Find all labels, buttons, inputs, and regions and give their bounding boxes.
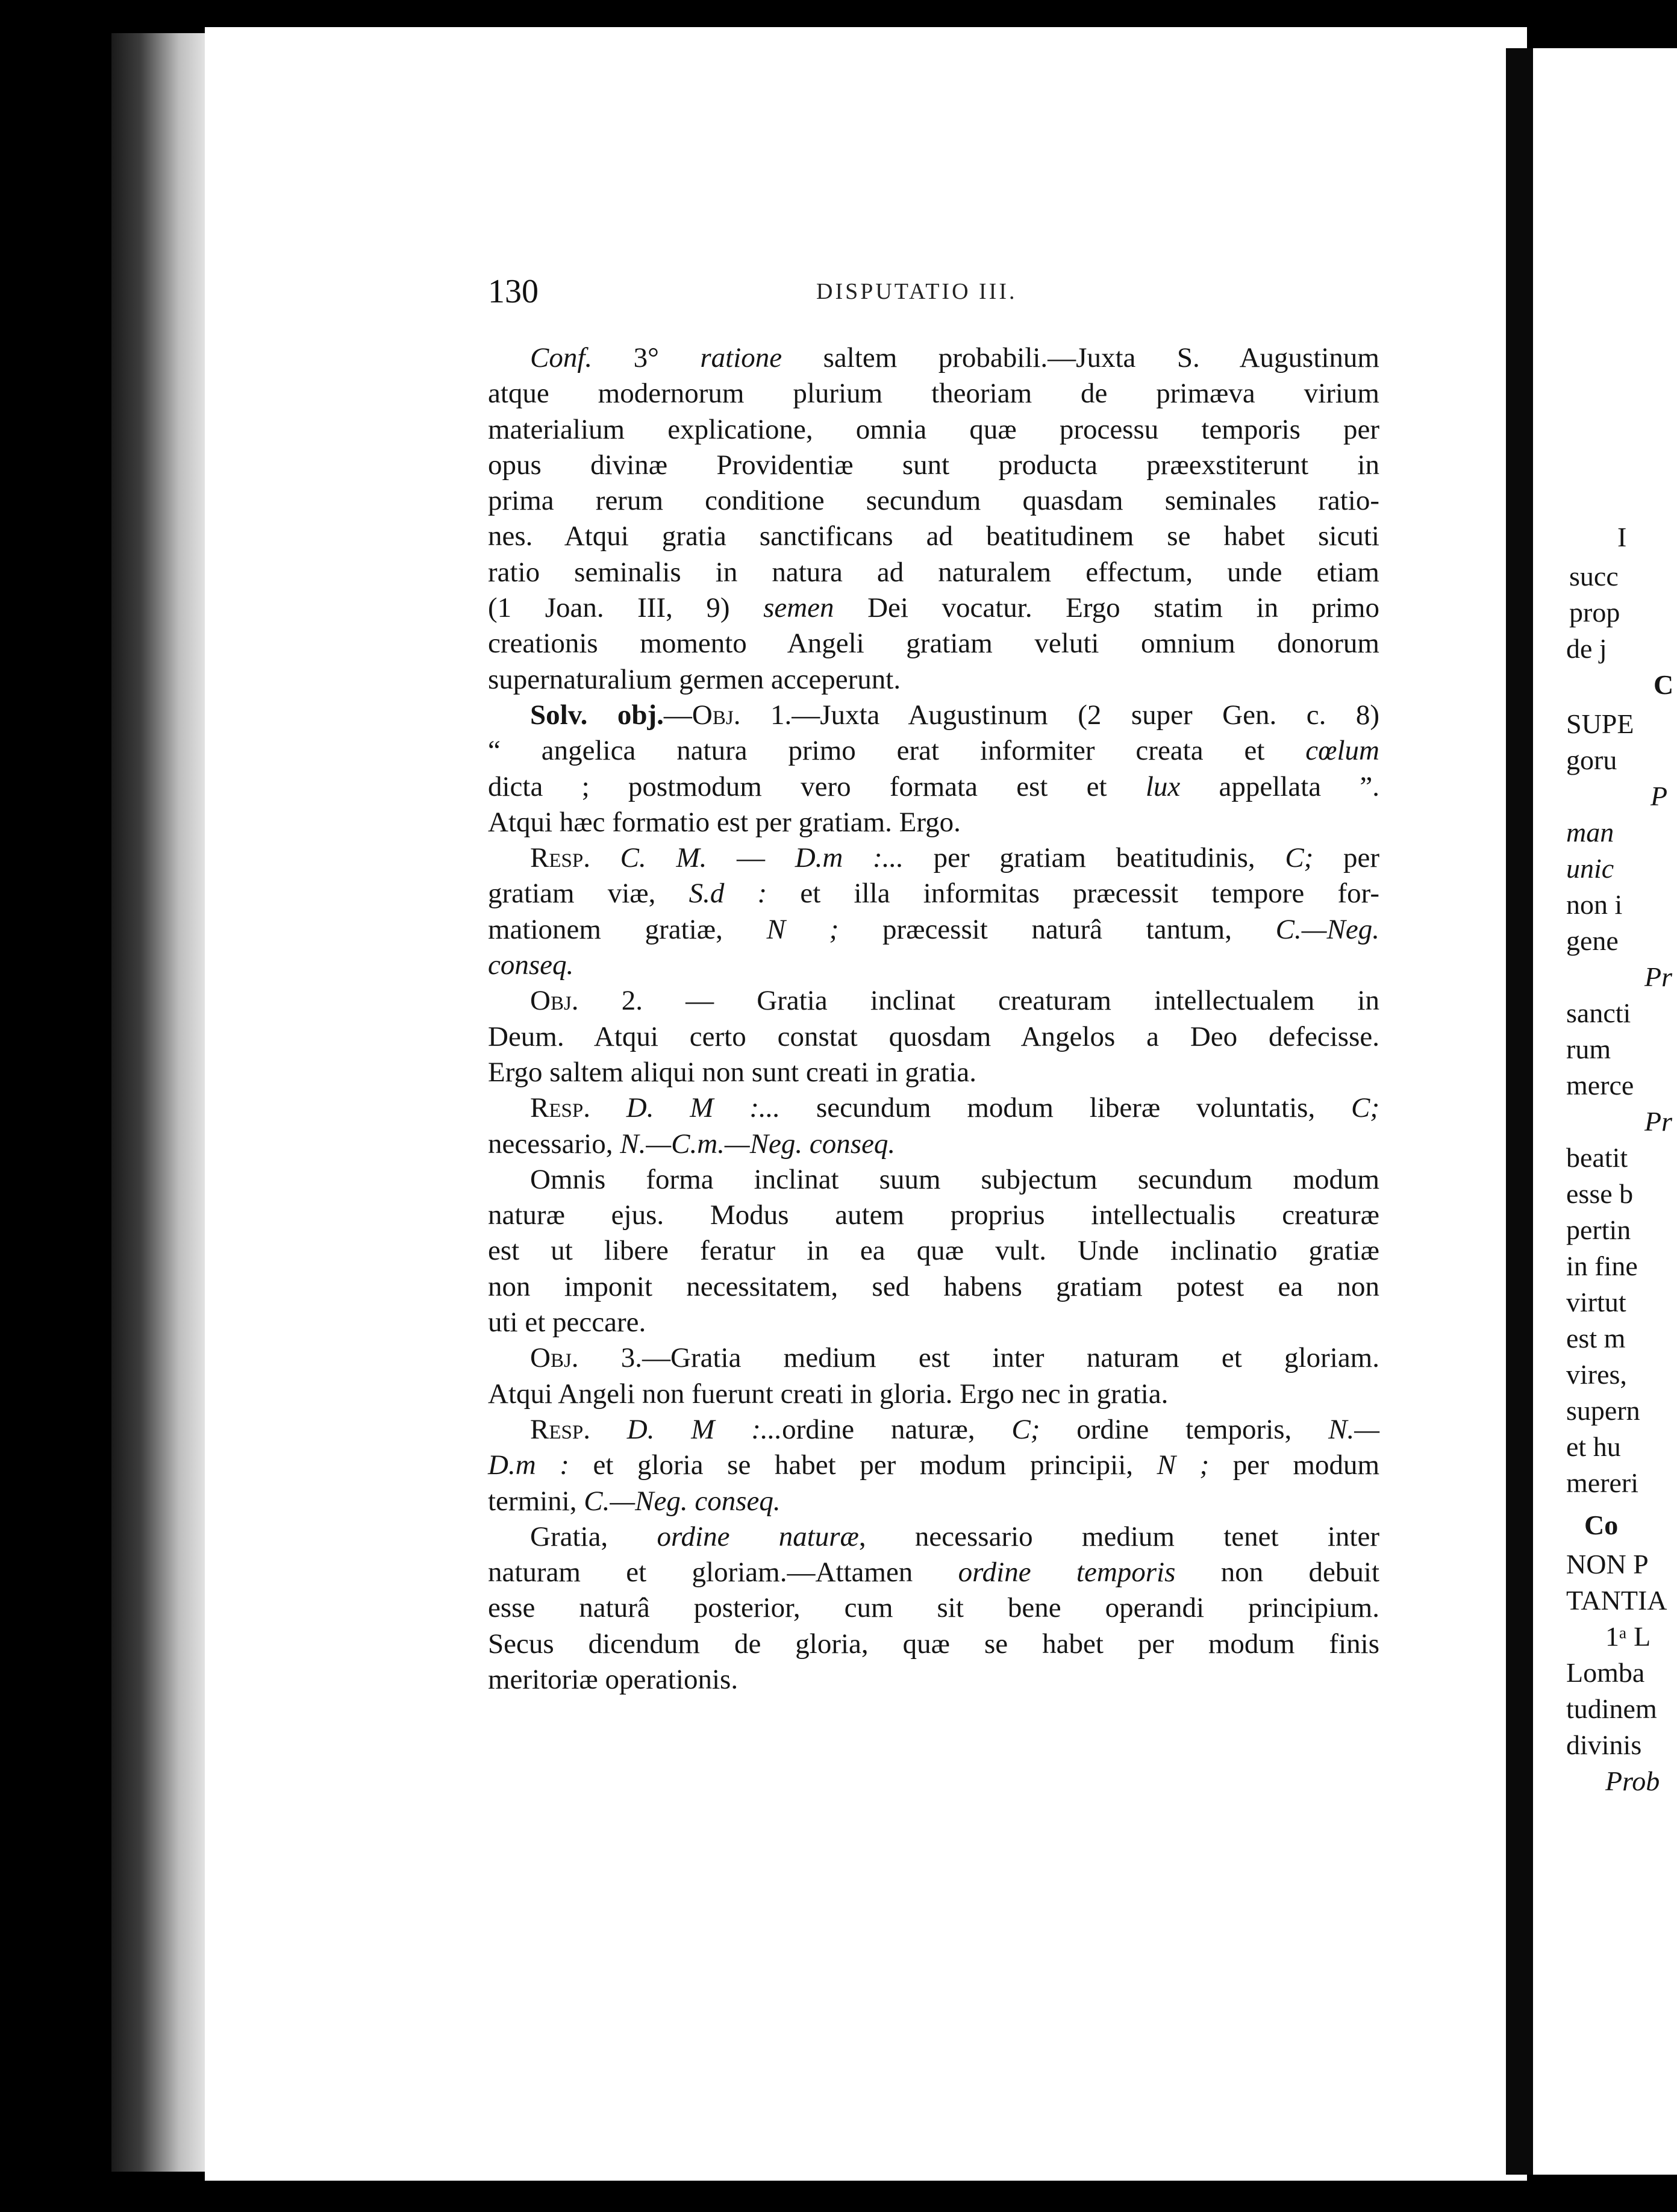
text-line	[488, 733, 1379, 769]
text-segment: Obj.	[530, 985, 579, 1017]
right-page-line: goru	[1566, 745, 1617, 775]
text-segment: non debuit	[1175, 1557, 1380, 1589]
text-segment: C. M.	[620, 842, 707, 874]
text-segment: ratione	[700, 342, 782, 373]
right-page	[1533, 48, 1677, 2175]
text-segment: nes. Atqui gratia sanctificans ad beatitudinem se habet sicuti	[488, 520, 1379, 552]
text-segment: atque modernorum plurium theoriam de primæva virium	[488, 378, 1379, 410]
right-page-line: man	[1566, 817, 1614, 848]
text-line	[488, 412, 1379, 448]
right-page-line: pertin	[1566, 1214, 1631, 1245]
text-segment: est ut libere feratur in ea quæ vult. Unde inclinatio gratiæ	[488, 1235, 1379, 1267]
text-line	[488, 1340, 1379, 1376]
text-line	[488, 698, 1379, 733]
text-segment: C.—Neg. conseq.	[584, 1485, 781, 1517]
text-line	[488, 1162, 1379, 1198]
right-page-line: divinis	[1566, 1729, 1642, 1760]
text-segment: D. M :...	[626, 1092, 781, 1124]
text-line	[488, 1376, 1379, 1412]
right-page-line: Pr	[1644, 961, 1672, 992]
text-segment: prima rerum conditione secundum quasdam seminales ratio-	[488, 485, 1379, 517]
text-segment: necessario,	[488, 1128, 620, 1160]
right-page-line: de j	[1566, 633, 1607, 664]
right-page-line: unic	[1566, 853, 1614, 884]
text-segment: saltem probabili.—Juxta S. Augustinum	[782, 342, 1379, 373]
text-line	[488, 519, 1379, 554]
text-segment: et illa informitas præcessit tempore for-	[767, 878, 1379, 910]
text-segment: Secus dicendum de gloria, quæ se habet per modum finis	[488, 1628, 1379, 1660]
text-segment: N.—	[1328, 1413, 1379, 1445]
text-line	[488, 340, 1379, 376]
text-line	[488, 1590, 1379, 1626]
right-page-line: I	[1617, 522, 1627, 552]
text-segment: naturæ ejus. Modus autem proprius intellectualis creaturæ	[488, 1199, 1379, 1231]
text-segment: 2. — Gratia inclinat creaturam intellectualem in	[578, 985, 1379, 1017]
text-segment: Solv. obj.	[530, 699, 664, 731]
text-line	[488, 590, 1379, 626]
text-segment: ordine naturæ	[657, 1520, 859, 1552]
right-page-line: beatit	[1566, 1142, 1628, 1173]
right-page-line: Co	[1584, 1510, 1619, 1540]
text-segment: ordine temporis,	[1040, 1413, 1329, 1445]
text-segment: D. M :...	[626, 1413, 782, 1445]
binding-edge	[1506, 48, 1535, 2175]
text-segment: ratio seminalis in natura ad naturalem effectum, unde etiam	[488, 556, 1379, 588]
right-page-line: supern	[1566, 1395, 1640, 1426]
text-line	[488, 1555, 1379, 1590]
text-line	[488, 912, 1379, 948]
right-page-line: in fine	[1566, 1251, 1638, 1281]
right-page-line: vires,	[1566, 1359, 1627, 1390]
text-segment: mationem gratiæ,	[488, 913, 767, 945]
text-line	[488, 1126, 1379, 1162]
text-segment: Conf.	[530, 342, 593, 373]
text-segment: cœlum	[1305, 735, 1379, 767]
text-line	[488, 769, 1379, 805]
text-segment: 3°	[592, 342, 701, 373]
text-line	[488, 376, 1379, 411]
text-segment	[590, 842, 620, 873]
right-page-line: Pr	[1644, 1106, 1672, 1137]
text-segment: C;	[1285, 842, 1314, 874]
right-page-line: est m	[1566, 1323, 1626, 1354]
text-segment: “ angelica natura primo erat informiter creata et	[488, 735, 1306, 767]
text-line	[488, 1626, 1379, 1662]
running-head	[488, 272, 1379, 314]
text-line	[488, 1090, 1379, 1126]
right-page-line: succ	[1569, 561, 1619, 592]
text-segment: præcessit naturâ tantum,	[838, 913, 1276, 945]
text-segment: N ;	[1157, 1449, 1210, 1481]
text-line	[488, 662, 1379, 698]
text-segment: —	[663, 699, 692, 731]
text-segment: supernaturalium germen acceperunt.	[488, 663, 901, 695]
text-segment	[590, 1414, 627, 1445]
text-segment: naturam et gloriam.—Attamen	[488, 1557, 958, 1589]
text-line	[488, 1269, 1379, 1305]
text-line	[488, 1019, 1379, 1055]
text-segment: per modum	[1209, 1449, 1380, 1481]
text-line	[488, 1519, 1379, 1555]
text-line	[488, 1448, 1379, 1483]
page-gutter-shadow	[111, 33, 208, 2172]
right-page-line: SUPE	[1566, 708, 1634, 739]
text-segment: materialium explicatione, omnia quæ processu temporis per	[488, 413, 1379, 445]
text-line	[488, 1412, 1379, 1448]
text-segment: N ;	[766, 913, 839, 945]
text-line	[488, 983, 1379, 1019]
text-segment: D.m :	[488, 1449, 569, 1481]
text-line	[488, 483, 1379, 519]
text-segment: termini,	[488, 1485, 584, 1517]
right-page-line: rum	[1566, 1034, 1611, 1064]
right-page-line: merce	[1566, 1070, 1634, 1101]
running-title: DISPUTATIO III.	[816, 279, 1017, 304]
right-page-line: C	[1654, 669, 1674, 700]
text-segment	[590, 1092, 626, 1123]
text-segment: non imponit necessitatem, sed habens gratiam potest ea non	[488, 1270, 1379, 1302]
right-page-line: sancti	[1566, 998, 1631, 1028]
text-segment: esse naturâ posterior, cum sit bene operandi principium.	[488, 1592, 1379, 1624]
text-segment: Obj.	[530, 1342, 579, 1374]
text-segment: Ergo saltem aliqui non sunt creati in gratia.	[488, 1056, 976, 1088]
text-segment: Omnis forma inclinat suum subjectum secundum modum	[530, 1163, 1379, 1195]
right-page-line: esse b	[1566, 1178, 1634, 1209]
text-segment: meritoriæ operationis.	[488, 1663, 739, 1695]
text-line	[488, 555, 1379, 590]
text-segment: C.—Neg.	[1275, 913, 1379, 945]
right-page-line: TANTIA	[1566, 1585, 1667, 1616]
text-segment: N.—C.m.—Neg. conseq.	[620, 1128, 896, 1160]
text-line	[488, 840, 1379, 876]
right-page-line: Prob	[1605, 1766, 1660, 1796]
right-page-line: gene	[1566, 925, 1619, 956]
text-segment: lux	[1145, 770, 1181, 802]
text-segment: Atqui hæc formatio est per gratiam. Ergo.	[488, 806, 961, 838]
text-segment: Gratia,	[530, 1520, 657, 1552]
text-segment: opus divinæ Providentiæ sunt producta præexstiterunt in	[488, 449, 1379, 481]
text-segment: creationis momento Angeli gratiam veluti omnium donorum	[488, 628, 1379, 660]
text-segment: Resp.	[530, 842, 590, 874]
right-page-line: virtut	[1566, 1287, 1626, 1317]
right-page-line: non i	[1566, 889, 1623, 920]
body-text	[488, 340, 1379, 1698]
text-segment: 3.—Gratia medium est inter naturam et gloriam.	[578, 1342, 1379, 1374]
right-page-line: tudinem	[1566, 1693, 1657, 1724]
right-page-line: et hu	[1566, 1431, 1621, 1462]
text-segment: gratiam viæ,	[488, 878, 689, 910]
text-line	[488, 1662, 1379, 1698]
text-line	[488, 1198, 1379, 1233]
text-segment: , necessario medium tenet inter	[858, 1520, 1379, 1552]
text-segment: ordine temporis	[958, 1557, 1176, 1589]
text-segment: (1 Joan. III, 9)	[488, 592, 764, 624]
text-segment: ordine naturæ,	[782, 1413, 1012, 1445]
right-page-line: NON P	[1566, 1549, 1649, 1579]
text-segment: dicta ; postmodum vero formata est et	[488, 770, 1146, 802]
text-line	[488, 448, 1379, 483]
text-segment: uti et peccare.	[488, 1307, 646, 1339]
text-line	[488, 876, 1379, 911]
text-segment: conseq.	[488, 949, 574, 981]
text-segment: appellata ”.	[1180, 770, 1379, 802]
right-page-line: prop	[1569, 597, 1620, 628]
text-segment: per	[1313, 842, 1380, 874]
text-segment: —	[707, 842, 795, 874]
text-line	[488, 626, 1379, 661]
text-segment: Dei vocatur. Ergo statim in primo	[834, 592, 1379, 624]
text-line	[488, 805, 1379, 840]
right-page-line: mereri	[1566, 1467, 1639, 1498]
text-segment: semen	[763, 592, 834, 624]
right-page-line: 1ᵃ L	[1605, 1621, 1651, 1652]
right-page-line: P	[1650, 781, 1668, 811]
text-line	[488, 1305, 1379, 1340]
text-segment: Resp.	[530, 1092, 590, 1124]
text-line	[488, 1055, 1379, 1090]
text-segment: Obj.	[692, 699, 741, 731]
text-segment: Atqui Angeli non fuerunt creati in gloria. Ergo nec in gratia.	[488, 1378, 1169, 1410]
text-line	[488, 1484, 1379, 1519]
text-segment: per gratiam beatitudinis,	[903, 842, 1285, 874]
text-segment: 1.—Juxta Augustinum (2 super Gen. c. 8)	[740, 699, 1379, 731]
text-segment: Deum. Atqui certo constat quosdam Angelos a Deo defecisse.	[488, 1020, 1379, 1052]
text-segment: C;	[1011, 1413, 1040, 1445]
text-segment: D.m :...	[795, 842, 904, 874]
text-line	[488, 1233, 1379, 1269]
text-line	[488, 948, 1379, 983]
text-segment: Resp.	[530, 1413, 590, 1445]
text-segment: C;	[1351, 1092, 1379, 1124]
page-number: 130	[488, 273, 539, 310]
right-page-line: Lomba	[1566, 1657, 1645, 1688]
text-segment: secundum modum liberæ voluntatis,	[780, 1092, 1351, 1124]
text-segment: et gloria se habet per modum principii,	[569, 1449, 1157, 1481]
text-segment: S.d :	[689, 878, 767, 910]
